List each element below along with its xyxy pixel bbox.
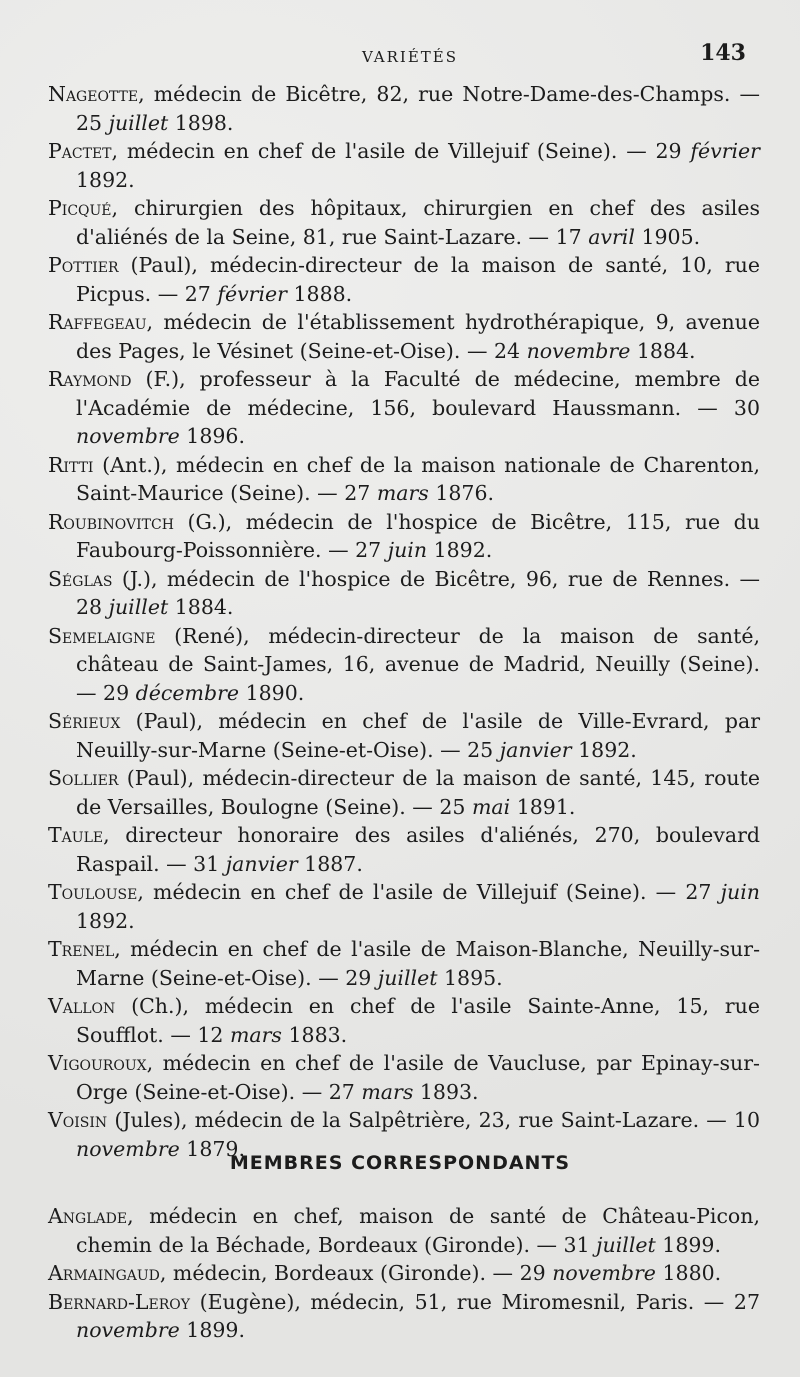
date-year: 1883. xyxy=(288,1022,348,1047)
date-day: 27 xyxy=(685,880,712,904)
date-year: 1880. xyxy=(662,1261,722,1285)
date-day: 31 xyxy=(193,851,220,876)
member-entry xyxy=(48,508,760,565)
member-name: Sérieux xyxy=(48,709,121,733)
date-day: 30 xyxy=(733,395,760,420)
member-details: , médecin en chef de l'asile de Vaucluse, par Epinay-sur-Orge (Seine-et-Oise). — xyxy=(76,1051,760,1104)
member-details: (Paul), médecin-directeur de la maison de santé, 10, rue Picpus. — xyxy=(76,253,760,306)
member-name: Raffegeau xyxy=(48,310,147,334)
date-day: 29 xyxy=(519,1261,546,1285)
date-year: 1888. xyxy=(293,281,353,306)
date-day: 24 xyxy=(493,338,521,363)
members-list xyxy=(48,80,760,1163)
member-details: (G.), médecin de l'hospice de Bicêtre, 115, rue du Faubourg-Poissonnière. — xyxy=(76,509,760,562)
date-year: 1884. xyxy=(636,338,696,363)
member-details: (René), médecin-directeur de la maison de santé, château de Saint-James, 16, avenue de Madrid, Neuilly (Seine). — xyxy=(76,623,760,705)
correspondants-list xyxy=(48,1202,760,1345)
member-entry xyxy=(48,1259,760,1288)
member-name: Semelaigne xyxy=(48,623,156,648)
date-year: 1896. xyxy=(186,424,245,448)
date-year: 1895. xyxy=(443,965,503,990)
date-year: 1876. xyxy=(435,481,495,505)
date-month: juillet xyxy=(596,1232,656,1257)
date-day: 27 xyxy=(328,1079,355,1104)
running-head xyxy=(60,40,760,76)
member-name: Sollier xyxy=(48,766,119,790)
date-day: 10 xyxy=(733,1108,760,1132)
date-month: janvier xyxy=(499,737,572,762)
member-name: Pactet xyxy=(48,139,112,163)
member-details: (Paul), médecin-directeur de la maison de santé, 145, route de Versailles, Boulogne (Seine). — xyxy=(76,766,760,819)
member-entry xyxy=(48,308,760,365)
date-year: 1884. xyxy=(174,595,234,619)
member-entry xyxy=(48,80,760,137)
section-title: MEMBRES CORRESPONDANTS xyxy=(229,1152,571,1174)
member-entry xyxy=(48,365,760,451)
member-details: , médecin en chef de l'asile de Villejuif (Seine). — xyxy=(111,139,656,163)
member-details: , chirurgien des hôpitaux, chirurgien en chef des asiles d'aliénés de la Seine, 81, rue Saint-Lazare. — xyxy=(76,196,760,249)
date-month: mars xyxy=(361,1079,414,1104)
date-year: 1890. xyxy=(245,680,305,705)
member-entry xyxy=(48,451,760,508)
date-year: 1879. xyxy=(186,1136,245,1161)
member-entry xyxy=(48,764,760,821)
member-name: Raymond xyxy=(48,367,132,391)
member-details: (F.), professeur à la Faculté de médecine, membre de l'Académie de médecine, 156, boulevard Haussmann. — xyxy=(76,367,760,420)
member-details: (Ch.), médecin en chef de l'asile Sainte-Anne, 15, rue Soufflot. — xyxy=(76,994,760,1047)
member-details: (Eugène), médecin, 51, rue Miromesnil, Paris. — xyxy=(189,1289,734,1314)
date-day: 29 xyxy=(103,680,130,705)
page-number: 143 xyxy=(700,40,746,66)
date-month: juin xyxy=(387,538,428,562)
member-entry xyxy=(48,878,760,935)
member-name: Toulouse xyxy=(48,880,138,904)
date-month: juillet xyxy=(108,595,169,619)
date-day: 12 xyxy=(197,1022,224,1047)
member-name: Armaingaud xyxy=(48,1261,160,1285)
member-entry xyxy=(48,1202,760,1259)
member-details: (Jules), médecin de la Salpêtrière, 23, rue Saint-Lazare. — xyxy=(107,1108,734,1132)
date-month: février xyxy=(690,139,760,163)
member-name: Picqué xyxy=(48,196,112,220)
date-day: 27 xyxy=(355,538,382,562)
member-name: Taule xyxy=(48,823,104,847)
member-entry xyxy=(48,622,760,708)
date-month: novembre xyxy=(76,424,180,448)
date-day: 29 xyxy=(655,139,682,163)
date-month: mai xyxy=(471,794,511,819)
date-day: 25 xyxy=(76,110,103,135)
date-year: 1887. xyxy=(304,851,363,876)
date-month: novembre xyxy=(526,338,631,363)
date-month: novembre xyxy=(76,1318,180,1342)
member-details: , directeur honoraire des asiles d'aliénés, 270, boulevard Raspail. — xyxy=(76,823,760,876)
member-entry xyxy=(48,707,760,764)
date-day: 25 xyxy=(467,737,494,762)
date-day: 27 xyxy=(344,481,371,505)
date-year: 1891. xyxy=(516,794,576,819)
member-details: , médecin en chef, maison de santé de Château-Picon, chemin de la Béchade, Bordeaux (Gironde). — xyxy=(76,1204,760,1257)
date-day: 27 xyxy=(184,281,211,306)
date-year: 1892. xyxy=(433,538,493,562)
date-month: juillet xyxy=(377,965,438,990)
date-month: novembre xyxy=(76,1136,180,1161)
member-name: Nageotte xyxy=(48,82,139,106)
date-year: 1892. xyxy=(76,908,135,933)
date-day: 31 xyxy=(563,1232,590,1257)
date-month: décembre xyxy=(135,680,240,705)
date-year: 1892. xyxy=(76,167,135,192)
date-year: 1898. xyxy=(174,110,234,135)
member-entry xyxy=(48,992,760,1049)
member-name: Séglas xyxy=(48,566,113,591)
date-year: 1899. xyxy=(186,1318,245,1342)
member-entry xyxy=(48,251,760,308)
date-day: 17 xyxy=(555,224,582,249)
date-month: novembre xyxy=(552,1261,656,1285)
member-details: (Ant.), médecin en chef de la maison nationale de Charenton, Saint-Maurice (Seine). — xyxy=(76,452,760,505)
member-details: , médecin en chef de l'asile de Villejuif (Seine). — xyxy=(137,880,686,904)
date-month: juillet xyxy=(108,110,169,135)
member-name: Pottier xyxy=(48,253,119,277)
member-name: Vallon xyxy=(48,994,116,1018)
member-name: Trenel xyxy=(48,937,115,961)
member-name: Anglade xyxy=(48,1204,128,1228)
date-year: 1892. xyxy=(578,737,637,762)
date-year: 1893. xyxy=(419,1079,479,1104)
date-day: 29 xyxy=(345,965,372,990)
member-name: Ritti xyxy=(48,452,94,477)
member-name: Roubinovitch xyxy=(48,509,174,534)
member-details: (Paul), médecin en chef de l'asile de Ville-Evrard, par Neuilly-sur-Marne (Seine-et-Oise). — xyxy=(76,709,760,762)
date-year: 1905. xyxy=(641,224,701,249)
member-entry xyxy=(48,821,760,878)
member-entry xyxy=(48,1049,760,1106)
member-details: , médecin en chef de l'asile de Maison-Blanche, Neuilly-sur-Marne (Seine-et-Oise). — xyxy=(76,937,760,990)
member-entry xyxy=(48,1288,760,1345)
member-details: , médecin de Bicêtre, 82, rue Notre-Dame-des-Champs. — xyxy=(138,82,760,106)
member-entry xyxy=(48,137,760,194)
date-day: 27 xyxy=(733,1289,760,1314)
date-month: juin xyxy=(720,880,760,904)
date-year: 1899. xyxy=(662,1232,721,1257)
date-month: février xyxy=(217,281,287,306)
date-month: mars xyxy=(229,1022,282,1047)
member-name: Vigouroux xyxy=(48,1051,147,1075)
date-month: mars xyxy=(376,481,429,505)
member-name: Voisin xyxy=(48,1108,108,1132)
date-day: 25 xyxy=(439,794,466,819)
member-entry xyxy=(48,935,760,992)
running-title: VARIÉTÉS xyxy=(361,48,459,66)
member-details: (J.), médecin de l'hospice de Bicêtre, 96, rue de Rennes. — xyxy=(112,566,760,591)
date-month: avril xyxy=(588,224,635,249)
member-details: , médecin de l'établissement hydrothérapique, 9, avenue des Pages, le Vésinet (Seine-et-Oise). — xyxy=(76,310,760,363)
date-month: janvier xyxy=(225,851,298,876)
date-day: 28 xyxy=(76,595,103,619)
member-entry xyxy=(48,194,760,251)
member-name: Bernard-Leroy xyxy=(48,1289,190,1314)
member-entry xyxy=(48,565,760,622)
member-details: , médecin, Bordeaux (Gironde). — xyxy=(159,1261,520,1285)
